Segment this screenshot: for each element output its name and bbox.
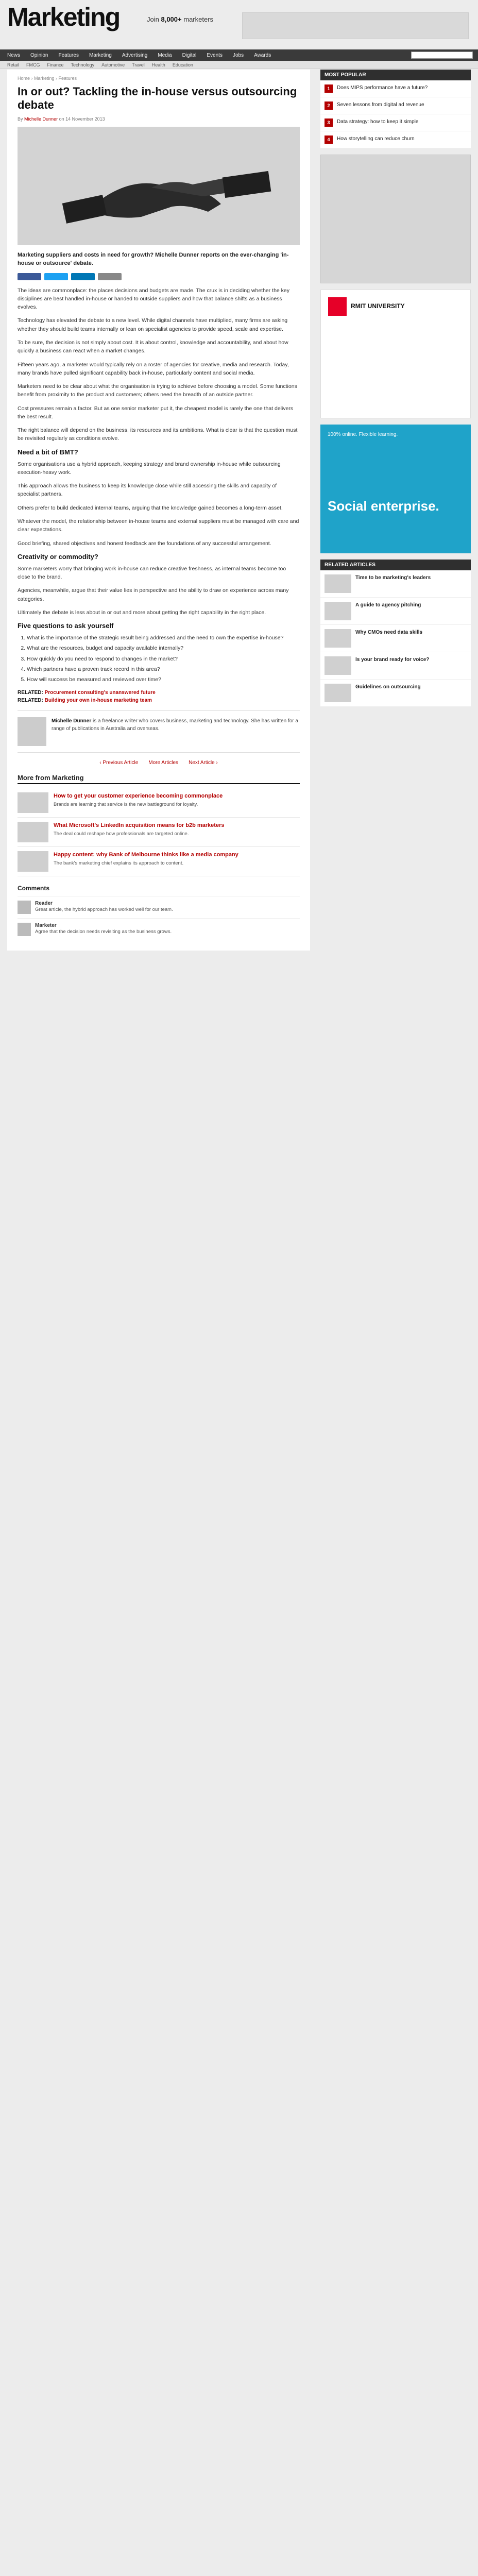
related-title[interactable]: A guide to agency pitching bbox=[355, 602, 421, 608]
subnav-item[interactable]: Health bbox=[151, 62, 165, 67]
body-paragraph: Some marketers worry that bringing work in-house can reduce creative freshness, as internal teams become too close to the brand. bbox=[18, 565, 286, 581]
popular-list bbox=[320, 80, 471, 148]
related-item[interactable] bbox=[320, 625, 471, 652]
twitter-share-icon[interactable] bbox=[44, 273, 68, 280]
related-title[interactable]: Why CMOs need data skills bbox=[355, 630, 423, 635]
subnav-item[interactable]: Education bbox=[172, 62, 193, 67]
hero-image bbox=[18, 127, 300, 245]
body-paragraph: This approach allows the business to keep its knowledge close while still accessing the skills and capacity of specialist partners. bbox=[18, 483, 277, 498]
section-heading: Need a bit of BMT? bbox=[18, 448, 78, 456]
popular-widget bbox=[320, 70, 471, 148]
main-nav bbox=[0, 49, 478, 61]
nav-item[interactable]: Jobs bbox=[232, 52, 244, 58]
article-pager bbox=[18, 760, 300, 766]
join-count: 8,000+ bbox=[161, 15, 182, 23]
join-prefix: Join bbox=[147, 15, 159, 23]
linkedin-share-icon[interactable] bbox=[71, 273, 95, 280]
comment-text: Great article, the hybrid approach has worked well for our team. bbox=[35, 907, 173, 913]
related-link[interactable]: Building your own in-house marketing team bbox=[44, 698, 152, 704]
article-title: In or out? Tackling the in-house versus outsourcing debate bbox=[18, 85, 297, 112]
rmit-logo-icon bbox=[328, 297, 347, 316]
popular-title[interactable]: Seven lessons from digital ad revenue bbox=[337, 102, 424, 108]
more-heading: More from Marketing bbox=[18, 774, 300, 784]
related-item[interactable] bbox=[320, 598, 471, 625]
comment-text: Agree that the decision needs revisiting as the business grows. bbox=[35, 929, 172, 935]
body-paragraph: Cost pressures remain a factor. But as one senior marketer put it, the cheapest model is rarely the one that delivers the best result. bbox=[18, 405, 294, 420]
related-link[interactable]: Procurement consulting's unanswered future bbox=[44, 690, 156, 696]
rmit-label: RMIT UNIVERSITY bbox=[351, 302, 405, 310]
body-paragraph: Agencies, meanwhile, argue that their value lies in perspective and the ability to draw on experience across many categories. bbox=[18, 587, 289, 602]
nav-item[interactable]: Events bbox=[207, 52, 223, 58]
questions-list bbox=[18, 634, 300, 684]
ad-small-text: 100% online. Flexible learning. bbox=[328, 432, 398, 437]
body-paragraph: Fifteen years ago, a marketer would typically rely on a roster of agencies for creative, media and research. Today, many brands have pulled significant capability back in-house, particularly content and social media. bbox=[18, 361, 289, 376]
body-paragraph: To be sure, the decision is not simply about cost. It is about control, knowledge and accountability, and about how quickly a business can react when a market changes. bbox=[18, 339, 288, 354]
more-title[interactable]: Happy content: why Bank of Melbourne thinks like a media company bbox=[54, 852, 238, 858]
related-thumbnail bbox=[325, 684, 351, 702]
popular-heading: MOST POPULAR bbox=[320, 70, 471, 80]
site-header bbox=[0, 0, 478, 49]
more-thumbnail bbox=[18, 822, 48, 842]
nav-item[interactable]: Awards bbox=[254, 52, 271, 58]
rank-badge: 2 bbox=[325, 101, 333, 110]
rank-badge: 3 bbox=[325, 118, 333, 127]
author-name[interactable]: Michelle Dunner bbox=[52, 718, 92, 724]
more-excerpt: Brands are learning that service is the new battleground for loyalty. bbox=[54, 802, 198, 808]
related-thumbnail bbox=[325, 656, 351, 675]
related-thumbnail bbox=[325, 602, 351, 620]
search-input[interactable] bbox=[411, 52, 473, 59]
more-item[interactable] bbox=[18, 847, 300, 876]
body-paragraph: Others prefer to build dedicated internal teams, arguing that the knowledge gained becomes a long-term asset. bbox=[18, 504, 283, 511]
byline bbox=[18, 116, 300, 122]
rank-badge: 4 bbox=[325, 135, 333, 144]
article-body bbox=[18, 286, 300, 704]
more-excerpt: The bank's marketing chief explains its approach to content. bbox=[54, 860, 184, 867]
commenter-name: Reader bbox=[35, 901, 53, 907]
subnav-item[interactable]: Technology bbox=[71, 62, 95, 67]
comment bbox=[18, 918, 300, 940]
body-paragraph: The right balance will depend on the business, its resources and its ambitions. What is clear is that the question must be revisited regularly as conditions evolve. bbox=[18, 427, 298, 442]
body-paragraph: Technology has elevated the debate to a new level. While digital channels have multiplied, many firms are asking whether they should build teams internally or lean on specialist agencies to provide speed, scale and expertise. bbox=[18, 317, 288, 332]
handshake-illustration bbox=[18, 127, 300, 245]
nav-item[interactable]: Opinion bbox=[30, 52, 48, 58]
popular-item[interactable] bbox=[320, 114, 471, 131]
standfirst: Marketing suppliers and costs in need for growth? Michelle Dunner reports on the ever-changing 'in-house or outsource' debate. bbox=[18, 251, 289, 266]
comments-heading: Comments bbox=[18, 885, 50, 892]
commenter-avatar bbox=[18, 923, 31, 936]
question-item: 5. How will success be measured and reviewed over time? bbox=[27, 675, 300, 684]
social-enterprise-ad[interactable] bbox=[320, 425, 471, 553]
related-item[interactable] bbox=[320, 570, 471, 598]
related-label: RELATED: bbox=[18, 690, 43, 696]
more-excerpt: The deal could reshape how professionals are targeted online. bbox=[54, 831, 189, 837]
popular-title[interactable]: How storytelling can reduce churn bbox=[337, 136, 415, 142]
related-item[interactable] bbox=[320, 680, 471, 707]
more-articles-link[interactable]: More Articles bbox=[148, 760, 179, 766]
related-widget bbox=[320, 560, 471, 707]
sidebar-ad[interactable] bbox=[320, 155, 471, 283]
byline-prefix: By bbox=[18, 116, 23, 122]
sidebar bbox=[320, 70, 471, 713]
nav-item[interactable]: Media bbox=[158, 52, 172, 58]
rmit-ad[interactable] bbox=[320, 290, 471, 418]
related-item[interactable] bbox=[320, 652, 471, 680]
byline-author[interactable]: Michelle Dunner bbox=[24, 116, 58, 122]
popular-title[interactable]: Does MIPS performance have a future? bbox=[337, 85, 428, 91]
site-logo[interactable]: Marketing bbox=[7, 3, 120, 31]
popular-item[interactable] bbox=[320, 80, 471, 97]
related-title[interactable]: Guidelines on outsourcing bbox=[355, 684, 421, 690]
author-bio-text: is a freelance writer who covers business, marketing and technology. She has written for a range of publications in Australia and overseas. bbox=[52, 718, 298, 732]
related-list bbox=[320, 570, 471, 707]
body-paragraph: Marketers need to be clear about what the organisation is trying to achieve before choosing a model. Some functions benefit from proximity to the product and customers; others need the breadth of an outside partner. bbox=[18, 383, 297, 398]
facebook-share-icon[interactable] bbox=[18, 273, 41, 280]
more-title[interactable]: How to get your customer experience becoming commonplace bbox=[54, 793, 223, 800]
related-title[interactable]: Time to be marketing's leaders bbox=[355, 575, 431, 581]
subnav-item[interactable]: FMCG bbox=[26, 62, 40, 67]
popular-title[interactable]: Data strategy: how to keep it simple bbox=[337, 119, 419, 125]
body-paragraph: Ultimately the debate is less about in or out and more about getting the right capability in the right place. bbox=[18, 609, 266, 616]
related-link-2 bbox=[18, 698, 300, 703]
previous-article-link[interactable]: ‹ Previous Article bbox=[99, 760, 139, 766]
join-text bbox=[147, 15, 213, 23]
body-paragraph: Good briefing, shared objectives and honest feedback are the foundations of any successful arrangement. bbox=[18, 540, 271, 547]
article-column bbox=[7, 70, 310, 951]
header-ad[interactable] bbox=[242, 12, 469, 39]
section-heading: Five questions to ask yourself bbox=[18, 622, 114, 630]
more-item[interactable] bbox=[18, 788, 300, 818]
related-heading: RELATED ARTICLES bbox=[320, 560, 471, 570]
more-item[interactable] bbox=[18, 818, 300, 847]
nav-item[interactable]: Advertising bbox=[122, 52, 148, 58]
join-suffix: marketers bbox=[183, 15, 214, 23]
question-item: 4. Which partners have a proven track record in this area? bbox=[27, 665, 300, 673]
related-thumbnail bbox=[325, 574, 351, 593]
popular-item[interactable] bbox=[320, 97, 471, 114]
breadcrumb[interactable]: Home › Marketing › Features bbox=[18, 76, 77, 81]
author-box bbox=[18, 710, 300, 753]
rank-badge: 1 bbox=[325, 84, 333, 93]
nav-item[interactable]: Marketing bbox=[89, 52, 112, 58]
popular-item[interactable] bbox=[320, 131, 471, 148]
body-paragraph: Whatever the model, the relationship between in-house teams and external suppliers must be managed with care and clear expectations. bbox=[18, 518, 299, 533]
subnav-item[interactable]: Travel bbox=[132, 62, 145, 67]
byline-date: on 14 November 2013 bbox=[59, 116, 105, 122]
nav-item[interactable]: Digital bbox=[182, 52, 197, 58]
subnav-item[interactable]: Automotive bbox=[101, 62, 125, 67]
author-avatar bbox=[18, 717, 46, 746]
commenter-avatar bbox=[18, 901, 31, 914]
author-bio bbox=[52, 717, 300, 746]
ad-big-text: Social enterprise. bbox=[328, 498, 439, 514]
body-paragraph: Some organisations use a hybrid approach, keeping strategy and brand ownership in-house while outsourcing execution-heavy work. bbox=[18, 461, 281, 476]
commenter-name: Marketer bbox=[35, 923, 57, 929]
related-title[interactable]: Is your brand ready for voice? bbox=[355, 657, 430, 663]
related-label: RELATED: bbox=[18, 698, 43, 704]
more-thumbnail bbox=[18, 792, 48, 813]
section-heading: Creativity or commodity? bbox=[18, 552, 98, 561]
question-item: 1. What is the importance of the strategic result being addressed and the need to own the expertise in-house? bbox=[27, 634, 300, 642]
nav-item[interactable]: Features bbox=[58, 52, 79, 58]
more-title[interactable]: What Microsoft's LinkedIn acquisition means for b2b marketers bbox=[54, 822, 225, 829]
body-paragraph: The ideas are commonplace: the places decisions and budgets are made. The crux is in deciding whether the key disciplines are best handled in-house or handed to outside suppliers and how that balance shifts as a business evolves. bbox=[18, 287, 290, 311]
nav-item[interactable]: News bbox=[7, 52, 21, 58]
comment bbox=[18, 896, 300, 918]
sub-nav bbox=[0, 61, 478, 69]
share-buttons bbox=[18, 273, 300, 280]
related-thumbnail bbox=[325, 629, 351, 648]
related-link-1 bbox=[18, 690, 300, 696]
email-share-icon[interactable] bbox=[98, 273, 122, 280]
question-item: 3. How quickly do you need to respond to changes in the market? bbox=[27, 655, 300, 663]
question-item: 2. What are the resources, budget and capacity available internally? bbox=[27, 644, 300, 652]
subnav-item[interactable]: Retail bbox=[7, 62, 20, 67]
subnav-item[interactable]: Finance bbox=[47, 62, 64, 67]
more-thumbnail bbox=[18, 851, 48, 872]
next-article-link[interactable]: Next Article › bbox=[189, 760, 218, 766]
